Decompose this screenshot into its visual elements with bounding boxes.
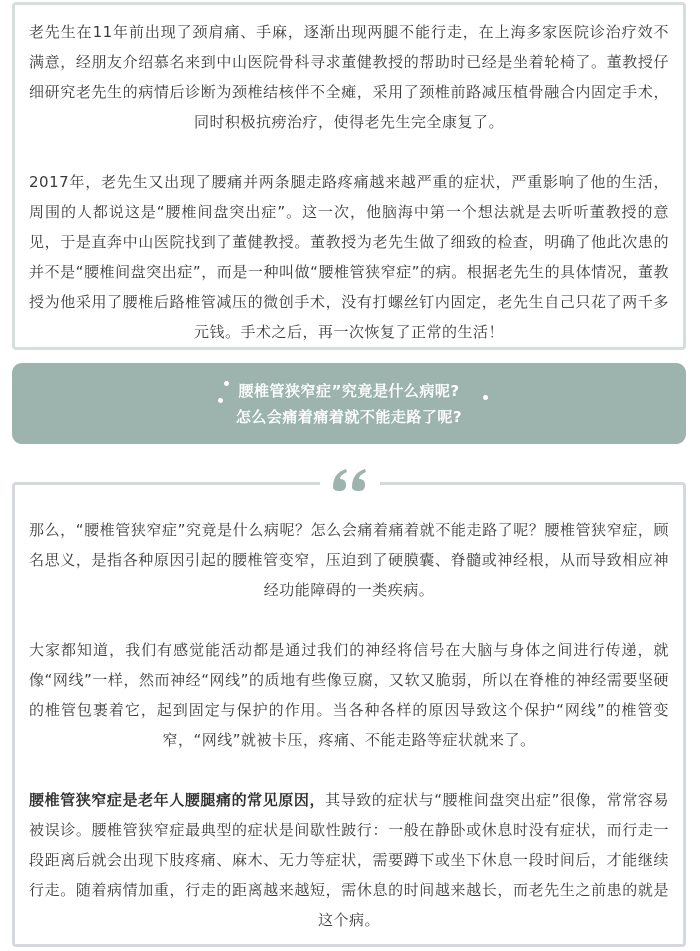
question-banner <box>12 363 686 444</box>
key-statement: 腰椎管狭窄症是老年人腰腿痛的常见原因， <box>29 791 326 809</box>
dot-icon <box>483 395 488 400</box>
explanation-box <box>12 482 686 947</box>
dot-icon <box>218 398 223 403</box>
dot-icon <box>224 381 229 386</box>
symptom-description: 其导致的症状与“腰椎间盘突出症”很像，常常容易被误诊。腰椎管狭窄症最典型的症状是间歇性跛行：一般在静卧或休息时没有症状，而行走一段距离后就会出现下肢疼痛、麻木、无力等症状，需要蹲下或坐下休息一段时间后，才能继续行走。随着病情加重，行走的距离越来越短，需休息的时间越来越长，而老先生之前患的就是这个病。 <box>29 791 669 929</box>
quote-marks-icon <box>320 462 380 498</box>
banner-line-1: 腰椎管狭窄症”究竟是什么病呢? <box>238 378 459 404</box>
explanation-paragraph-2: 大家都知道，我们有感觉能活动都是通过我们的神经将信号在大脑与身体之间进行传递，就像“网线”一样，然而神经“网线”的质地有些像豆腐，又软又脆弱，所以在脊椎的神经需要坚硬的椎管包裹着它，起到固定与保护的作用。当各种各样的原因导致这个保护“网线”的椎管变窄，“网线”就被卡压，疼痛、不能走路等症状就来了。 <box>29 641 669 749</box>
story-paragraph-1: 老先生在11年前出现了颈肩痛、手麻，逐渐出现两腿不能行走，在上海多家医院诊治疗效不满意，经朋友介绍慕名来到中山医院骨科寻求董健教授的帮助时已经是坐着轮椅了。董教授仔细研究老先生的病情后诊断为颈椎结核伴不全瘫，采用了颈椎前路减压植骨融合内固定手术，同时积极抗痨治疗，使得老先生完全康复了。 <box>29 23 669 131</box>
story-box <box>12 2 686 350</box>
explanation-paragraph-3 <box>29 785 669 935</box>
explanation-paragraph-1: 那么，“腰椎管狭窄症”究竟是什么病呢？怎么会痛着痛着就不能走路了呢？腰椎管狭窄症，顾名思义，是指各种原因引起的腰椎管变窄，压迫到了硬膜囊、脊髓或神经根，从而导致相应神经功能障碍的一类疾病。 <box>29 521 669 599</box>
story-paragraph-2: 2017年，老先生又出现了腰痛并两条腿走路疼痛越来越严重的症状，严重影响了他的生活，周围的人都说这是“腰椎间盘突出症”。这一次，他脑海中第一个想法就是去听听董教授的意见，于是直奔中山医院找到了董健教授。董教授为老先生做了细致的检查，明确了他此次患的并不是“腰椎间盘突出症”，而是一种叫做“腰椎管狭窄症”的病。根据老先生的具体情况，董教授为他采用了腰椎后路椎管减压的微创手术，没有打螺丝钉内固定，老先生自己只花了两千多元钱。手术之后，再一次恢复了正常的生活！ <box>29 173 669 341</box>
banner-line-2: 怎么会痛着痛着就不能走路了呢? <box>236 404 462 430</box>
